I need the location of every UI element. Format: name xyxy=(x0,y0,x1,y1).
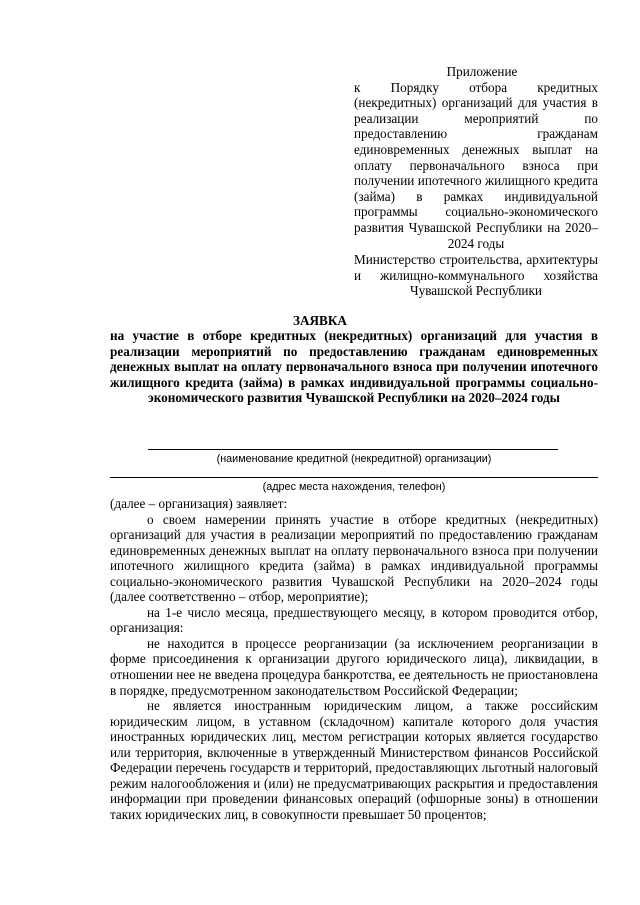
appendix-heading: Приложение xyxy=(446,64,518,79)
addressee-ministry: Министерство строительства, архитектуры и жилищно-коммунального хозяйства Чувашской Республики xyxy=(354,252,598,299)
body-text xyxy=(110,496,598,822)
document-title: ЗАЯВКА xyxy=(293,313,347,328)
paragraph: не является иностранным юридическим лицом, а также российским юридическим лицом, в уставном (складочном) капитале которого доля участия иностранных юридических лиц, местом регистрации которых является государство или территория, включенные в утвержденный Министерством финансов Российской Федерации перечень государств и территорий, предоставляющих льготный налоговый режим налогообложения и (или) не предусматривающих раскрытия и предоставления информации при проведении финансовых операций (офшорные зоны) в отношении таких юридических лиц, в совокупности превышает 50 процентов; xyxy=(110,698,598,822)
paragraph: на 1-е число месяца, предшествующего месяцу, в котором проводится отбор, организация: xyxy=(110,604,598,636)
appendix-text: к Порядку отбора кредитных (некредитных) организаций для участия в реализации мероприятий по предоставлению гражданам единовременных денежных выплат на оплату первоначального взноса при получении ипотечного жилищного кредита (займа) в рамках индивидуальной программы социально-экономического развития Чувашской Республики на 2020–2024 годы xyxy=(354,79,598,251)
org-name-line xyxy=(148,449,558,450)
appendix-block xyxy=(354,64,598,251)
paragraph: не находится в процессе реорганизации (за исключением реорганизации в форме присоединения к организации другого юридического лица), ликвидации, в отношении нее не введена процедура банкротства, ее деятельность не приостановлена в порядке, предусмотренном законодательством Российской Федерации; xyxy=(110,635,598,698)
paragraph: о своем намерении принять участие в отборе кредитных (некредитных) организаций для участия в реализации мероприятий по предоставлению гражданам единовременных денежных выплат на оплату первоначального взноса при получении ипотечного жилищного кредита (займа) в рамках индивидуальной программы социально-экономического развития Чувашской Республики на 2020–2024 годы (далее соответственно – отбор, мероприятие); xyxy=(110,511,598,605)
org-name-caption: (наименование кредитной (некредитной) организации) xyxy=(216,453,492,465)
document-subtitle: на участие в отборе кредитных (некредитных) организаций для участия в реализации мероприятий по предоставлению гражданам единовременных денежных выплат на оплату первоначального взноса при получении ипотечного жилищного кредита (займа) в рамках индивидуальной программы социально-экономического развития Чувашской Республики на 2020–2024 годы xyxy=(110,328,598,406)
address-caption: (адрес места нахождения, телефон) xyxy=(262,481,446,493)
paragraph: (далее – организация) заявляет: xyxy=(110,496,288,511)
address-line xyxy=(110,477,598,478)
